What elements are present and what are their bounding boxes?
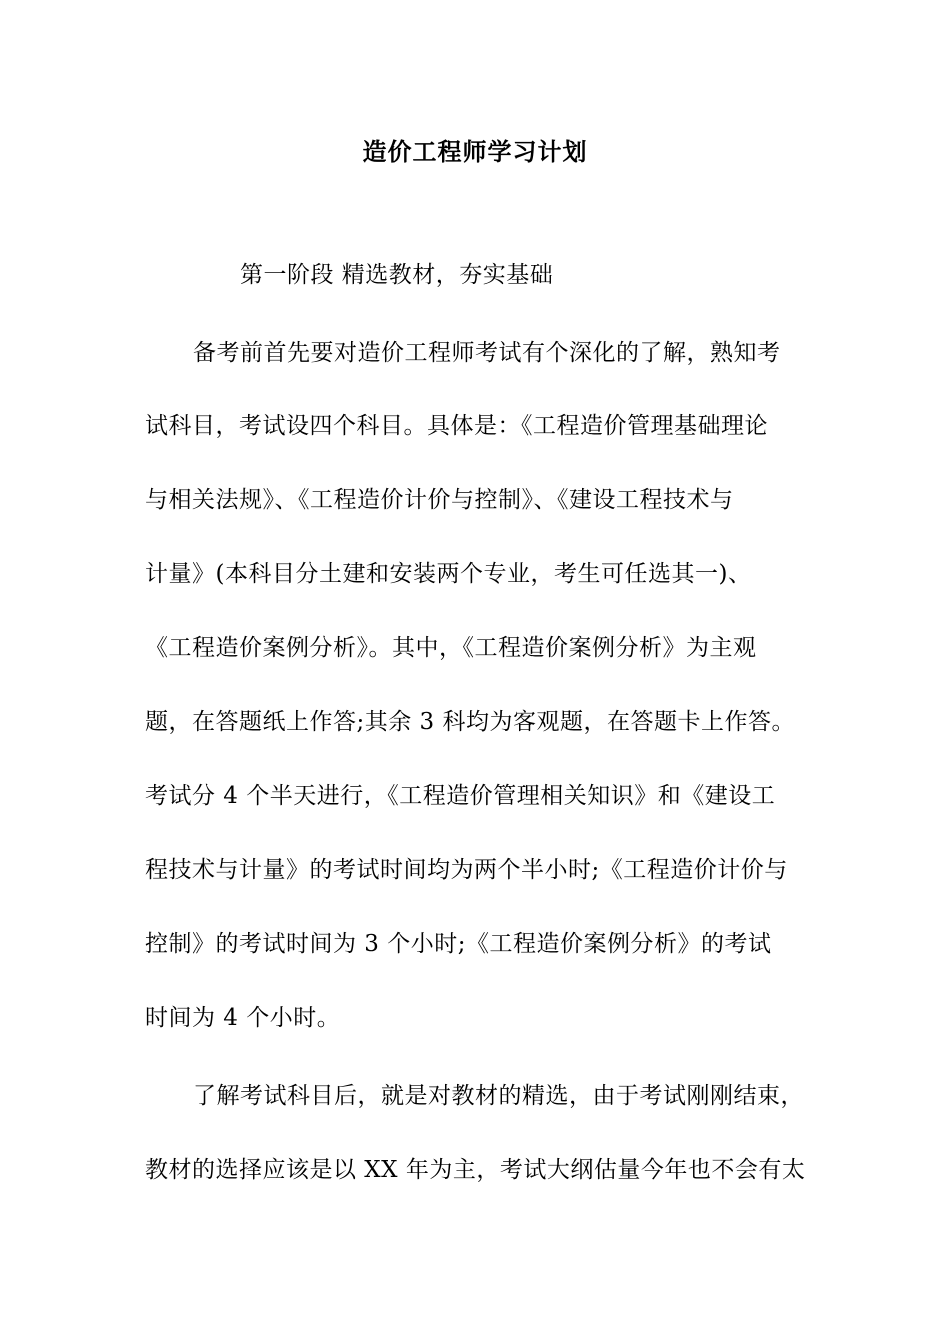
document-title: 造价工程师学习计划 — [362, 137, 588, 166]
paragraph-line: 教材的选择应该是以 XX 年为主，考试大纲估量今年也不会有太 — [145, 1157, 806, 1183]
paragraph-line: 《工程造价案例分析》。其中，《工程造价案例分析》为主观 — [145, 635, 757, 661]
paragraph-line: 考试分 4 个半天进行，《工程造价管理相关知识》和《建设工 — [145, 783, 776, 809]
paragraph-line: 了解考试科目后，就是对教材的精选，由于考试刚刚结束， — [193, 1083, 804, 1109]
paragraph-line: 题，在答题纸上作答;其余 3 科均为客观题，在答题卡上作答。 — [145, 709, 796, 735]
paragraph-line: 与相关法规》、《工程造价计价与控制》、《建设工程技术与 — [145, 487, 734, 513]
section-heading: 第一阶段 精选教材，夯实基础 — [240, 262, 554, 288]
paragraph-line: 备考前首先要对造价工程师考试有个深化的了解，熟知考 — [193, 340, 781, 366]
paragraph-line: 程技术与计量》的考试时间均为两个半小时;《工程造价计价与 — [145, 857, 788, 883]
paragraph-line: 试科目，考试设四个科目。具体是：《工程造价管理基础理论 — [145, 413, 768, 439]
paragraph-line: 计量》(本科目分土建和安装两个专业，考生可任选其一)、 — [145, 561, 752, 587]
paragraph-line: 时间为 4 个小时。 — [145, 1005, 341, 1031]
paragraph-line: 控制》的考试时间为 3 个小时;《工程造价案例分析》的考试 — [145, 931, 772, 957]
